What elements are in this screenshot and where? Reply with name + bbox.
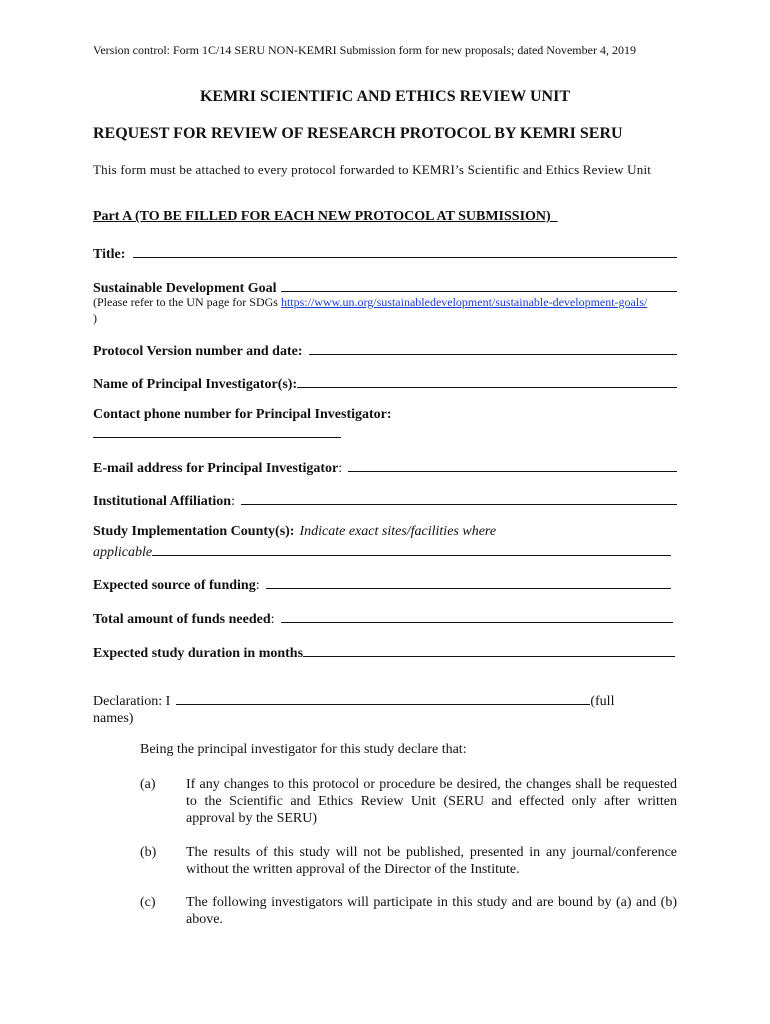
protocol-version-input[interactable] [309, 340, 678, 355]
pi-name-field [93, 373, 677, 393]
county-input[interactable] [152, 541, 671, 556]
pi-email-colon: : [338, 461, 343, 476]
county-field [93, 524, 677, 540]
funding-source-label: Expected source of funding [93, 578, 256, 593]
pi-email-label: E-mail address for Principal Investigator [93, 461, 339, 476]
declaration [93, 692, 677, 727]
declaration-suffix-2: names) [93, 711, 134, 726]
affiliation-field [93, 490, 677, 510]
pi-name-label: Name of Principal Investigator(s): [93, 377, 298, 392]
affiliation-colon: : [231, 494, 235, 509]
duration-input[interactable] [303, 642, 675, 657]
declaration-item [140, 894, 677, 928]
title-field [93, 243, 677, 263]
item-marker: (b) [140, 845, 157, 860]
county-hint-2: applicable [93, 545, 153, 560]
sdg-note-prefix: (Please refer to the UN page for SDGs [93, 295, 281, 309]
pi-email-field [93, 457, 677, 477]
declaration-name-input[interactable] [176, 692, 590, 705]
form-intro: This form must be attached to every protocol forwarded to KEMRI’s Scientific and Ethics Review Unit [93, 162, 652, 177]
declaration-item [140, 776, 677, 827]
pi-email-input[interactable] [348, 457, 677, 472]
affiliation-label: Institutional Affiliation [93, 494, 232, 509]
sdg-label: Sustainable Development Goal [93, 281, 277, 296]
county-line [93, 541, 671, 561]
county-label: Study Implementation County(s): [93, 524, 295, 539]
declaration-prefix: Declaration: I [93, 694, 171, 709]
county-hint: Indicate exact sites/facilities where [299, 524, 497, 539]
funds-needed-input[interactable] [281, 608, 673, 623]
organization-title: KEMRI SCIENTIFIC AND ETHICS REVIEW UNIT [199, 88, 570, 105]
declaration-intro: Being the principal investigator for this study declare that: [140, 742, 467, 757]
sdg-link[interactable]: https://www.un.org/sustainabledevelopment/sustainable-development-goals/ [280, 295, 648, 309]
item-text: The following investigators will participate in this study and are bound by (a) and (b) above. [186, 895, 677, 927]
affiliation-input[interactable] [241, 490, 677, 505]
version-control-note: Version control: Form 1C/14 SERU NON-KEMRI Submission form for new proposals; dated November 4, 2019 [93, 43, 636, 57]
part-a-heading: Part A (TO BE FILLED FOR EACH NEW PROTOCOL AT SUBMISSION) [93, 209, 558, 224]
form-title: REQUEST FOR REVIEW OF RESEARCH PROTOCOL BY KEMRI SERU [93, 125, 623, 142]
pi-phone-field [93, 407, 677, 423]
funds-needed-field [93, 608, 673, 628]
funding-source-colon: : [255, 578, 260, 593]
item-text: The results of this study will not be published, presented in any journal/conference without the written approval of the Director of the Institute. [186, 845, 677, 877]
declaration-item [140, 844, 677, 878]
item-marker: (c) [140, 895, 156, 910]
funds-needed-label: Total amount of funds needed [93, 612, 271, 627]
funding-source-input[interactable] [266, 574, 671, 589]
sdg-note [93, 294, 653, 326]
sdg-input[interactable] [281, 277, 677, 292]
duration-label: Expected study duration in months [93, 646, 304, 661]
title-label: Title: [93, 247, 126, 262]
pi-name-input[interactable] [297, 373, 677, 388]
duration-field [93, 642, 675, 662]
sdg-note-suffix: ) [93, 311, 97, 325]
declaration-suffix: (full [590, 694, 615, 709]
protocol-version-field [93, 340, 677, 360]
funds-needed-colon: : [270, 612, 275, 627]
item-text: If any changes to this protocol or procedure be desired, the changes shall be requested to the Scientific and Ethics Review Unit (SERU and effected only after written approval by the SERU) [186, 777, 677, 826]
item-marker: (a) [140, 777, 156, 792]
protocol-version-label: Protocol Version number and date: [93, 344, 303, 359]
title-input[interactable] [133, 243, 677, 258]
pi-phone-label: Contact phone number for Principal Investigator: [93, 407, 392, 422]
pi-phone-input[interactable] [93, 437, 341, 438]
funding-source-field [93, 574, 671, 594]
